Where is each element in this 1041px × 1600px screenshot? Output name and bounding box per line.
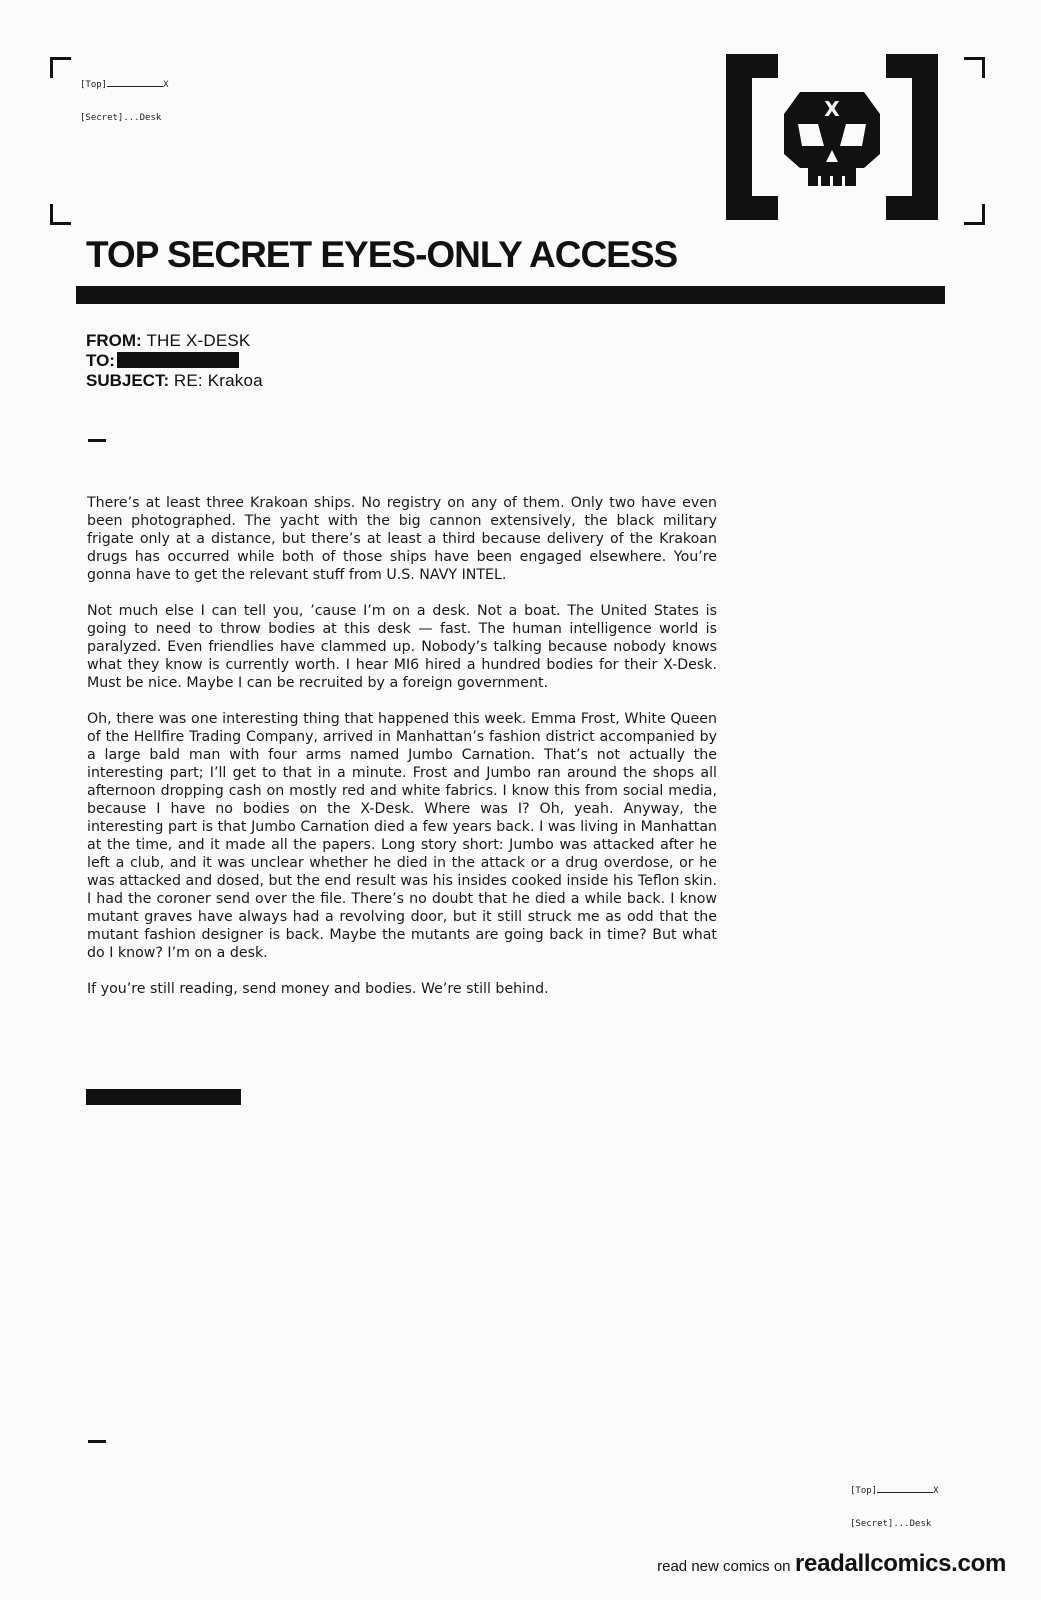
desk-tag-top <box>80 56 169 135</box>
corner-bracket-top-left <box>50 57 71 78</box>
desk-tag-bottom-suffix: X <box>933 1486 939 1496</box>
desk-tag-top-line2: [Secret]...Desk <box>80 113 162 123</box>
section-dash-top <box>88 439 106 442</box>
footer-watermark <box>657 1550 1006 1578</box>
desk-tag-bottom-prefix: [Top] <box>850 1486 878 1496</box>
title-rule <box>76 286 945 304</box>
redaction-bar-recipient <box>117 352 239 368</box>
body-paragraph: Not much else I can tell you, ’cause I’m on a desk. Not a boat. The United States is going to need to throw bodies at this desk — fast. The human intelligence world is paralyzed. Even friendlies have clammed up. Nobody’s talking because nobody knows what they know is currently worth. I hear MI6 hired a hundred bodies for their X-Desk. Must be nice. Maybe I can be recruited by a foreign government. <box>87 603 717 691</box>
corner-bracket-top-right <box>964 57 985 78</box>
memo-from-label: FROM: <box>86 331 142 350</box>
body-paragraph: Oh, there was one interesting thing that happened this week. Emma Frost, White Queen of the Hellfire Trading Company, arrived in Manhattan’s fashion district accompanied by a large bald man with four arms named Jumbo Carnation. That’s not actually the interesting part; I’ll get to that in a minute. Frost and Jumbo ran around the shops all afternoon dropping cash on mostly red and white fabrics. I know this from social media, because I have no bodies on the X-Desk. Where was I? Oh, yeah. Anyway, the interesting part is that Jumbo Carnation died a few years back. I was living in Manhattan at the time, and it made all the papers. Long story short: Jumbo was attacked after he left a club, and it was unclear whether he died in the attack or a drug overdose, or he was attacked and dosed, but the end result was his insides cooked inside his Teflon skin. I had the coroner send over the file. There’s no doubt that he died a while back. I know mutant graves have always had a revolving door, but it still struck me as odd that the mutant fashion designer is back. Maybe the mutants are going back in time? But what do I know? I’m on a desk. <box>87 711 717 961</box>
memo-from-value: THE X-DESK <box>146 331 251 350</box>
logo-x-mark: X <box>824 97 840 121</box>
desk-tag-top-suffix: X <box>163 80 169 90</box>
memo-to-label: TO: <box>86 351 115 370</box>
desk-tag-top-blank <box>107 78 163 87</box>
footer-prefix: read new comics on <box>657 1558 791 1575</box>
memo-to-row <box>86 351 263 371</box>
page-title: TOP SECRET EYES-ONLY ACCESS <box>86 234 678 275</box>
body-paragraph: There’s at least three Krakoan ships. No registry on any of them. Only two have even been photographed. The yacht with the big cannon extensively, the black military frigate only at a distance, but there’s at least a third because delivery of the Krakoan drugs has occurred while both of those ships have been engaged elsewhere. You’re gonna have to get the relevant stuff from U.S. NAVY INTEL. <box>87 495 717 583</box>
desk-tag-top-prefix: [Top] <box>80 80 108 90</box>
body-paragraph: If you’re still reading, send money and bodies. We’re still behind. <box>87 981 549 997</box>
corner-bracket-bottom-left <box>50 204 71 225</box>
footer-site-link[interactable]: readallcomics.com <box>794 1550 1006 1577</box>
memo-subject-value: RE: Krakoa <box>173 371 263 390</box>
desk-tag-bottom-blank <box>877 1484 933 1493</box>
memo-header <box>86 331 263 391</box>
corner-bracket-bottom-right <box>964 204 985 225</box>
memo-from-row <box>86 331 263 351</box>
memo-subject-label: SUBJECT: <box>86 371 170 390</box>
memo-subject-row <box>86 371 263 391</box>
redaction-bar-signature <box>86 1089 241 1105</box>
memo-body <box>87 494 717 998</box>
section-dash-bottom <box>88 1440 106 1443</box>
x-desk-logo <box>726 54 938 220</box>
desk-tag-bottom-line2: [Secret]...Desk <box>850 1519 932 1529</box>
desk-tag-bottom <box>850 1462 939 1541</box>
